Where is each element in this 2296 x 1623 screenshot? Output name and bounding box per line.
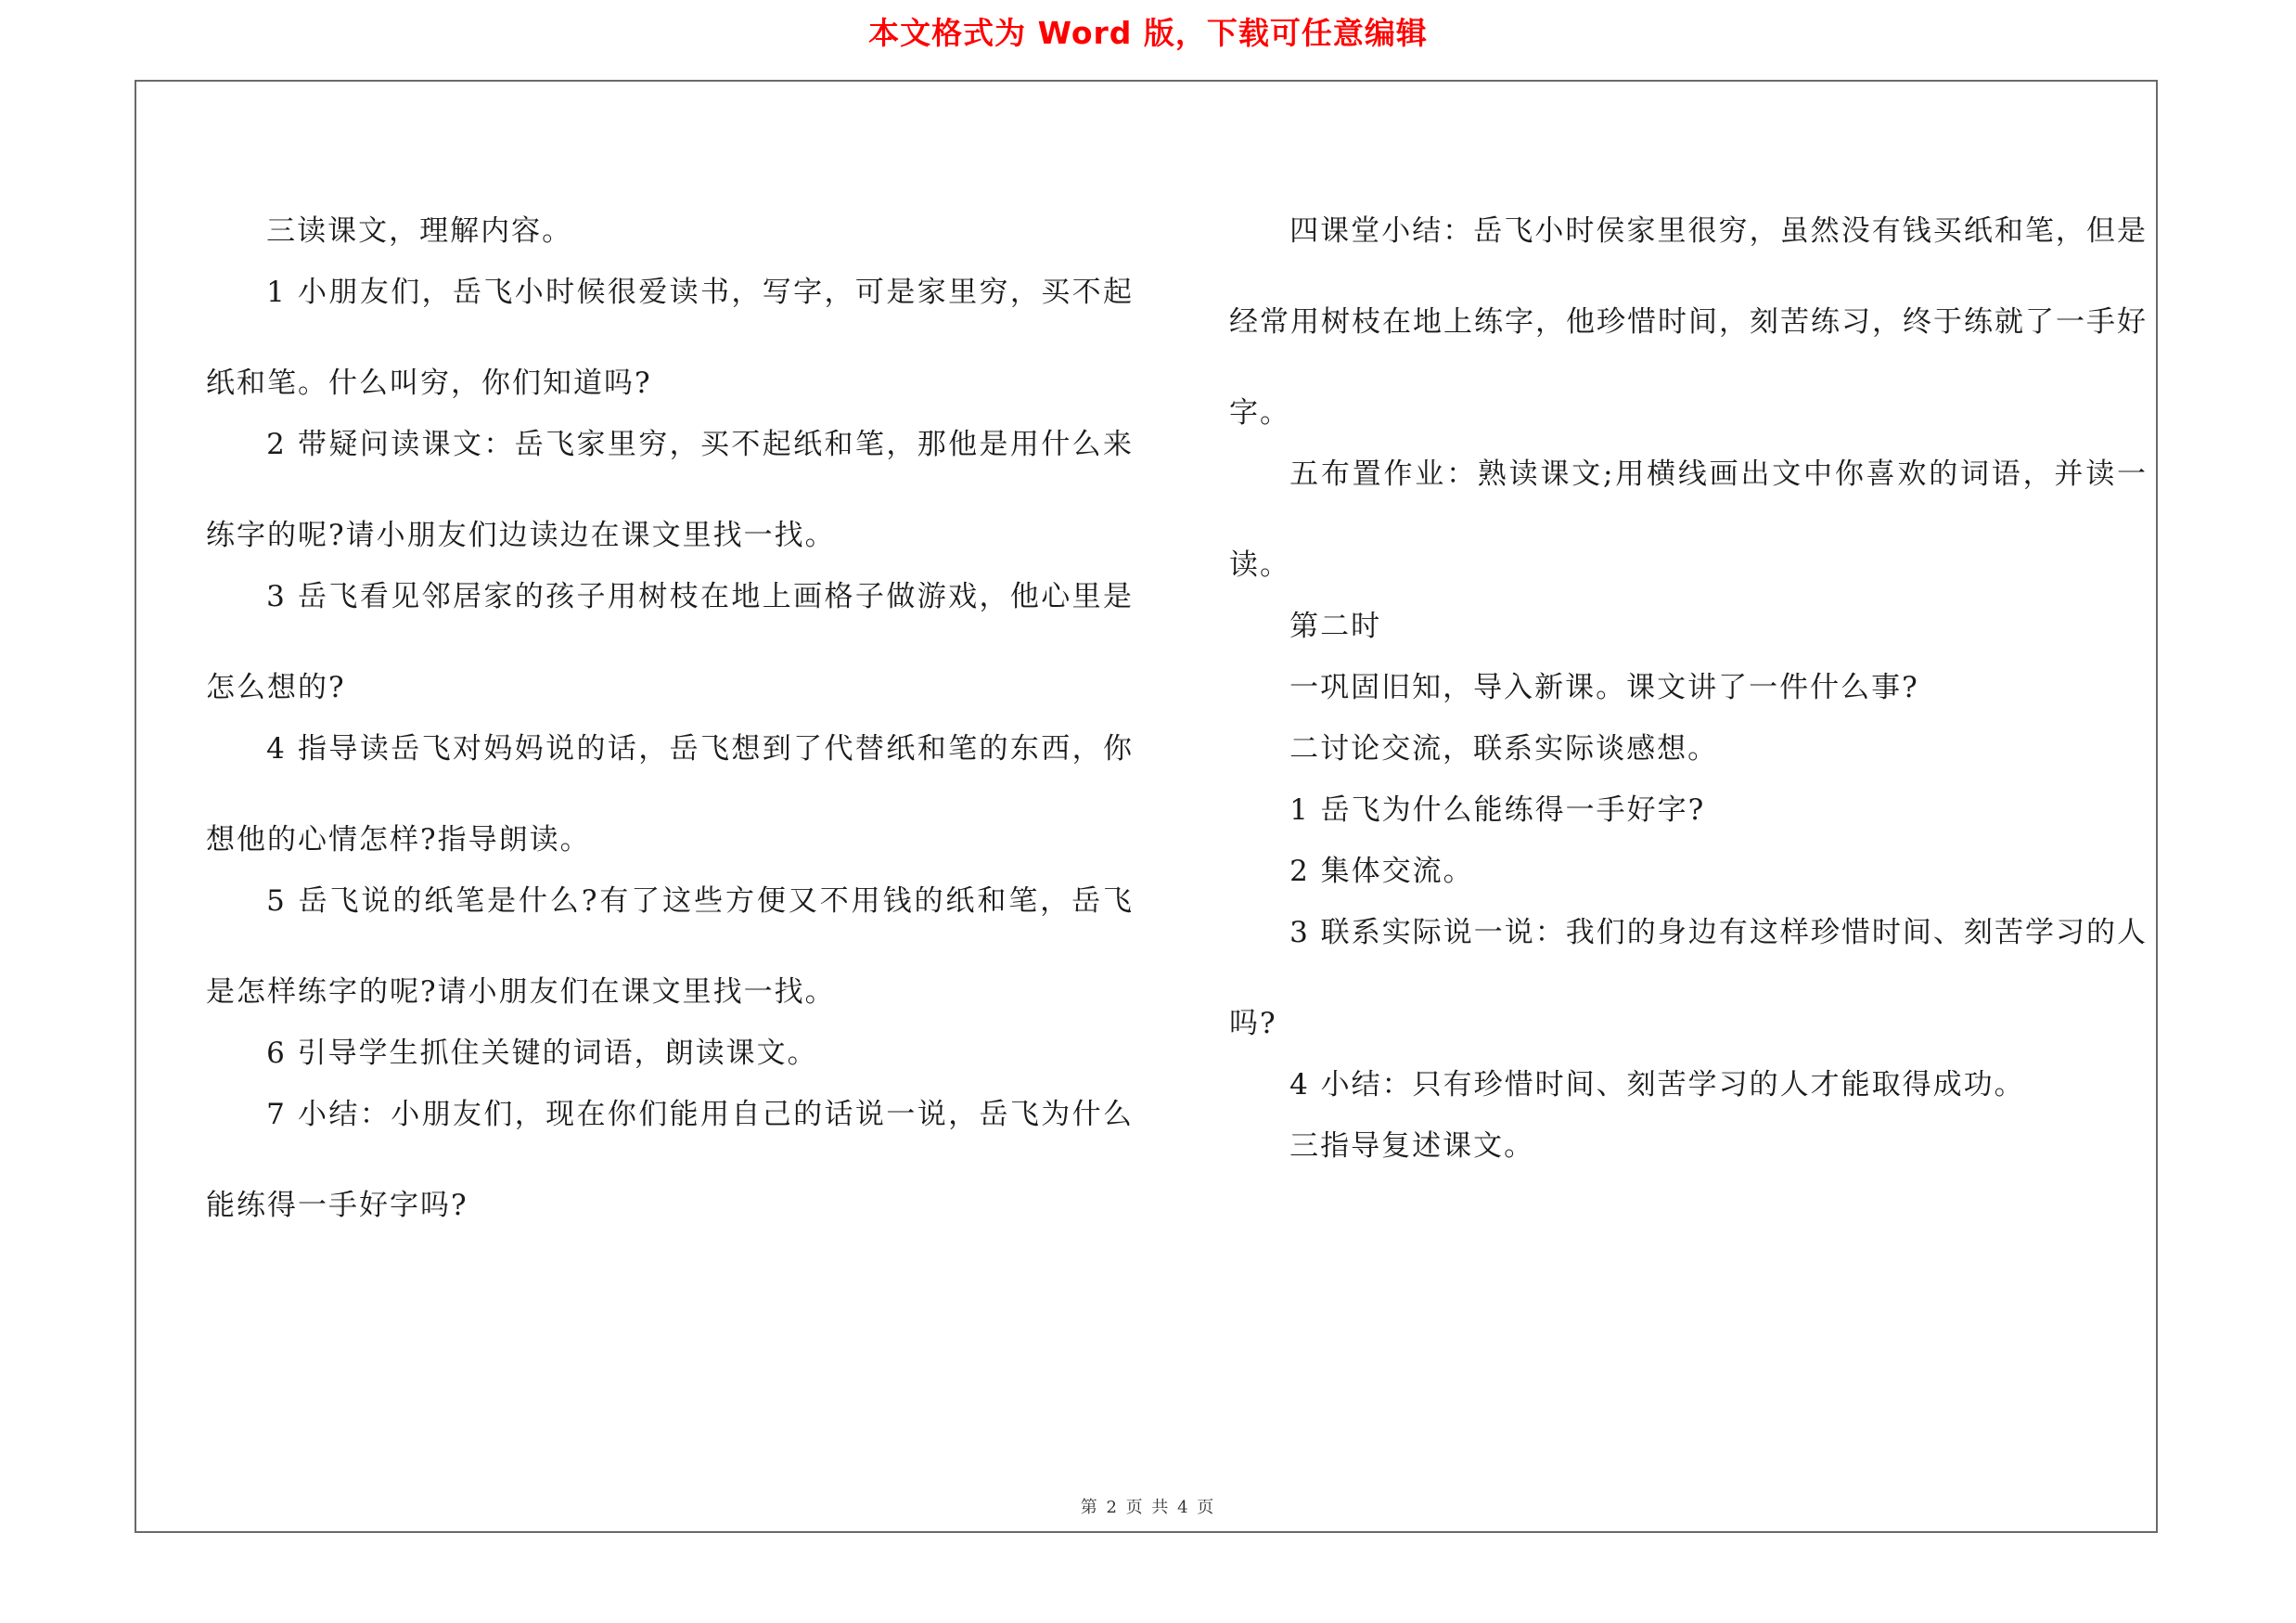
paragraph: 三读课文，理解内容。 (266, 214, 573, 248)
right-column (1229, 186, 2148, 1191)
paragraph: 3 联系实际说一说：我们的身边有这样珍惜时间、刻苦学习的人吗? (1229, 916, 2148, 1040)
paragraph: 4 小结：只有珍惜时间、刻苦学习的人才能取得成功。 (1289, 1068, 2025, 1101)
paragraph: 2 集体交流。 (1289, 855, 1474, 888)
paragraph: 1 小朋友们，岳飞小时候很爱读书，写字，可是家里穷，买不起纸和笔。什么叫穷，你们知道吗? (206, 276, 1134, 400)
paragraph: 二讨论交流，联系实际谈感想。 (1289, 732, 1719, 766)
paragraph: 五布置作业：熟读课文;用横线画出文中你喜欢的词语，并读一读。 (1229, 457, 2148, 582)
paragraph: 四课堂小结：岳飞小时侯家里很穷，虽然没有钱买纸和笔，但是经常用树枝在地上练字，他珍惜时间，刻苦练习，终于练就了一手好字。 (1229, 214, 2148, 430)
paragraph: 一巩固旧知，导入新课。课文讲了一件什么事? (1289, 671, 1919, 704)
paragraph: 1 岳飞为什么能练得一手好字? (1289, 793, 1706, 827)
paragraph: 3 岳飞看见邻居家的孩子用树枝在地上画格子做游戏，他心里是怎么想的? (206, 580, 1134, 704)
paragraph: 6 引导学生抓住关键的词语，朗读课文。 (266, 1037, 818, 1070)
paragraph: 5 岳飞说的纸笔是什么?有了这些方便又不用钱的纸和笔，岳飞是怎样练字的呢?请小朋友们在课文里找一找。 (206, 884, 1134, 1009)
paragraph: 4 指导读岳飞对妈妈说的话，岳飞想到了代替纸和笔的东西，你想他的心情怎样?指导朗读。 (206, 732, 1134, 857)
paragraph: 2 带疑问读课文：岳飞家里穷，买不起纸和笔，那他是用什么来练字的呢?请小朋友们边读边在课文里找一找。 (206, 428, 1134, 552)
page-number-footer: 第 2 页 共 4 页 (1080, 1498, 1216, 1517)
paragraph: 7 小结：小朋友们，现在你们能用自己的话说一说，岳飞为什么能练得一手好字吗? (206, 1098, 1134, 1222)
section-heading: 第二时 (1289, 610, 1382, 643)
paragraph: 三指导复述课文。 (1289, 1129, 1535, 1163)
format-notice-banner: 本文格式为 Word 版，下载可任意编辑 (868, 15, 1428, 51)
left-column (206, 186, 1134, 1251)
